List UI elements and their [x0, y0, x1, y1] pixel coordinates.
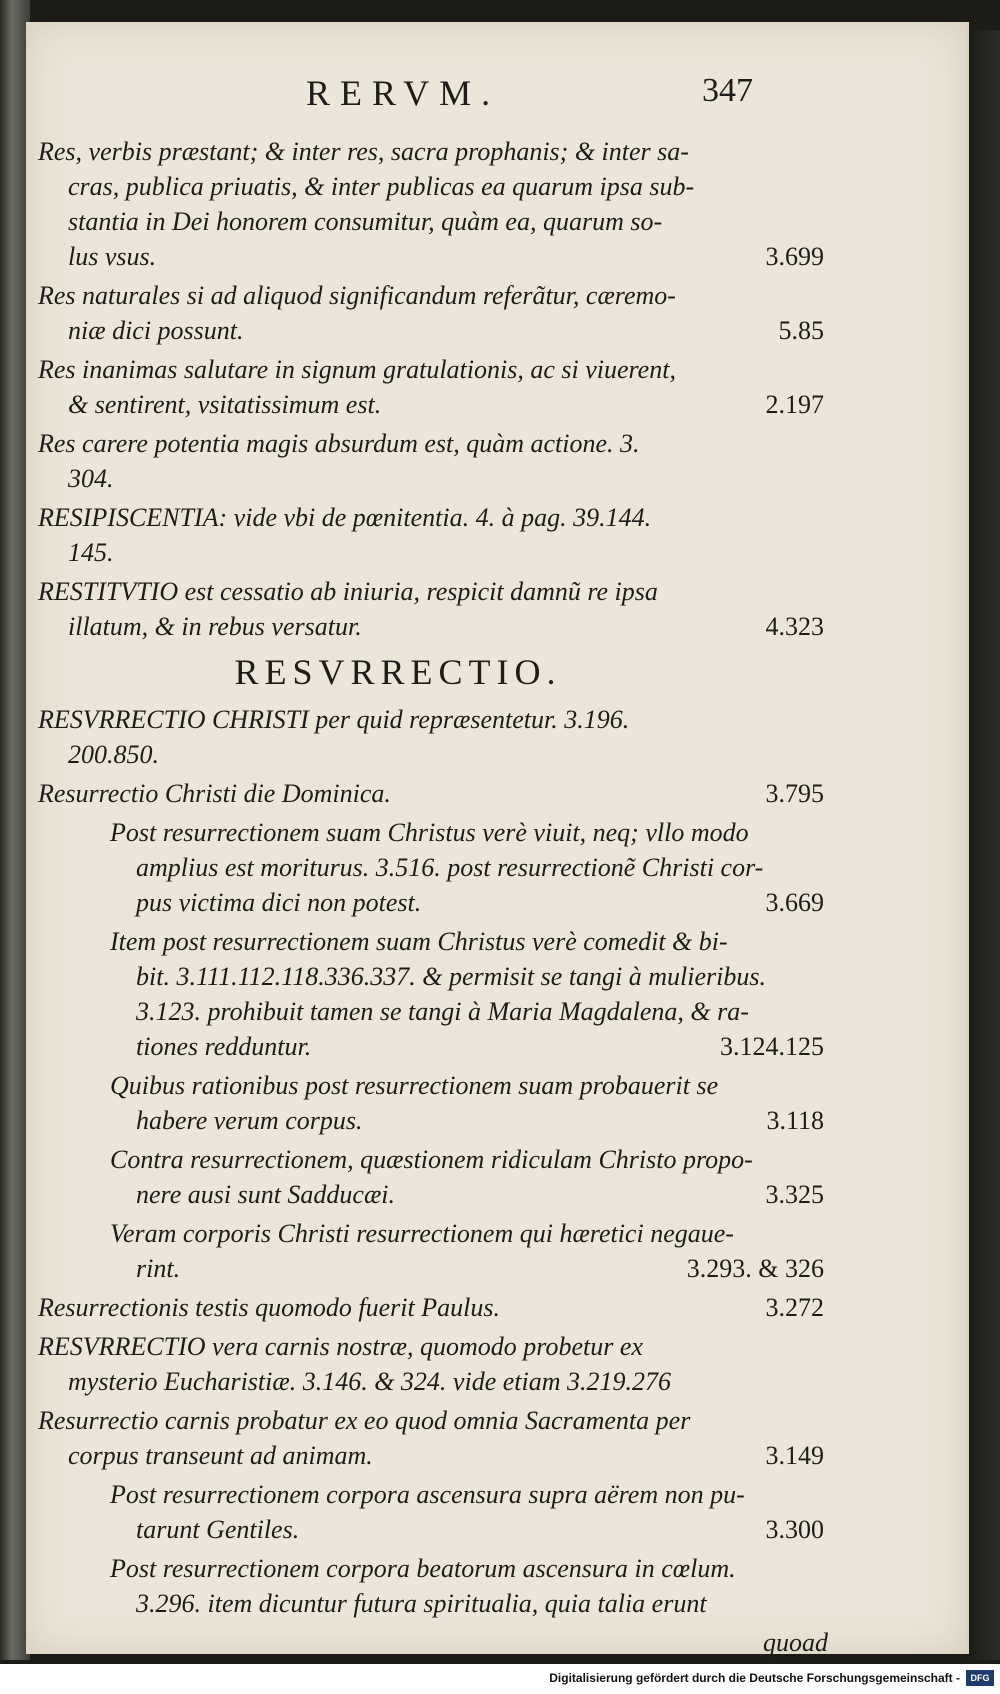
entry-text: RESVRRECTIO vera carnis nostræ, quomodo probetur ex	[38, 1332, 643, 1361]
entry-text: Res carere potentia magis absurdum est, quàm actione. 3.	[38, 429, 640, 458]
entry-line	[74, 1103, 838, 1138]
entry-text: amplius est moriturus. 3.516. post resurrectionẽ Christi cor-	[136, 853, 764, 882]
entry-line	[38, 239, 838, 274]
entry-line	[74, 1142, 838, 1177]
entry-text: habere verum corpus.	[136, 1106, 363, 1135]
index-entry	[38, 1142, 838, 1212]
footer-credit: Digitalisierung gefördert durch die Deutsche Forschungsgemeinschaft -	[549, 1671, 960, 1685]
entry-text: RESIPISCENTIA: vide vbi de pœnitentia. 4. à pag. 39.144.	[38, 503, 652, 532]
entry-line	[38, 1290, 838, 1325]
entry-line	[38, 426, 838, 461]
entry-line	[38, 535, 838, 570]
entry-line	[38, 352, 838, 387]
section-title: RESVRRECTIO.	[234, 652, 562, 692]
entry-text: Contra resurrectionem, quæstionem ridiculam Christo propo-	[110, 1145, 753, 1174]
running-head: RERVM.	[306, 73, 501, 113]
index-entry	[38, 1216, 838, 1286]
entry-text: Item post resurrectionem suam Christus verè comedit & bi-	[110, 927, 728, 956]
entry-text: niæ dici possunt.	[68, 316, 244, 345]
entry-text: Res naturales si ad aliquod significandum referãtur, cæremo-	[38, 281, 676, 310]
footer-bar	[0, 1664, 1000, 1694]
entry-text: stantia in Dei honorem consumitur, quàm ea, quarum so-	[68, 207, 663, 236]
entry-text: nere ausi sunt Sadducæi.	[136, 1180, 396, 1209]
entry-text: Quibus rationibus post resurrectionem suam probauerit se	[110, 1071, 719, 1100]
entries-after-section	[38, 702, 838, 1621]
entry-text: RESTITVTIO est cessatio ab iniuria, respicit damnũ re ipsa	[38, 577, 658, 606]
page-header	[26, 72, 966, 122]
page-number: 347	[702, 72, 753, 109]
entry-line	[38, 169, 838, 204]
entry-line	[38, 1438, 838, 1473]
scan-frame-right	[965, 30, 1000, 1660]
index-entry	[38, 1329, 838, 1399]
entry-text: 3.296. item dicuntur futura spiritualia, quia talia erunt	[136, 1589, 707, 1618]
entry-line	[38, 500, 838, 535]
entry-line	[38, 387, 838, 422]
entry-text: Post resurrectionem suam Christus verè viuit, neq; vllo modo	[110, 818, 749, 847]
entry-text: Post resurrectionem corpora ascensura supra aërem non pu-	[110, 1480, 745, 1509]
entry-line	[38, 1364, 838, 1399]
page-reference: 3.149	[765, 1441, 824, 1470]
entry-text: corpus transeunt ad animam.	[68, 1441, 373, 1470]
entry-text: lus vsus.	[68, 242, 157, 271]
page-reference: 4.323	[765, 612, 824, 641]
entry-text: 200.850.	[68, 740, 159, 769]
entry-text: Res inanimas salutare in signum gratulationis, ac si viuerent,	[38, 355, 676, 384]
entry-text: RESVRRECTIO CHRISTI per quid repræsentetur. 3.196.	[38, 705, 630, 734]
index-entry	[38, 1068, 838, 1138]
entry-text: rint.	[136, 1254, 181, 1283]
entry-text: illatum, & in rebus versatur.	[68, 612, 362, 641]
index-entry	[38, 426, 838, 496]
index-entry	[38, 134, 838, 274]
entry-line	[74, 1029, 838, 1064]
index-entries	[38, 134, 838, 1660]
entry-text: Res, verbis præstant; & inter res, sacra prophanis; & inter sa-	[38, 137, 689, 166]
index-entry	[38, 1403, 838, 1473]
entry-line	[74, 1068, 838, 1103]
entry-line	[38, 1403, 838, 1438]
page-reference: 3.669	[765, 888, 824, 917]
entry-line	[74, 850, 838, 885]
index-entry	[38, 924, 838, 1064]
index-entry	[38, 500, 838, 570]
page-reference: 3.272	[765, 1293, 824, 1322]
entry-line	[38, 574, 838, 609]
entry-line	[38, 313, 838, 348]
entry-line	[74, 994, 838, 1029]
entry-line	[74, 959, 838, 994]
page-reference: 3.300	[765, 1515, 824, 1544]
entry-line	[74, 885, 838, 920]
entry-text: 3.123. prohibuit tamen se tangi à Maria Magdalena, & ra-	[136, 997, 749, 1026]
entry-line	[38, 1329, 838, 1364]
entry-line	[74, 1216, 838, 1251]
entry-line	[74, 924, 838, 959]
entry-line	[38, 609, 838, 644]
entry-text: tiones redduntur.	[136, 1032, 312, 1061]
entry-line	[38, 134, 838, 169]
entry-text: mysterio Eucharistiæ. 3.146. & 324. vide etiam 3.219.276	[68, 1367, 672, 1396]
page-reference: 3.325	[765, 1180, 824, 1209]
entry-text: Resurrectio Christi die Dominica.	[38, 779, 391, 808]
entry-line	[74, 1512, 838, 1547]
entry-line	[38, 776, 838, 811]
entry-text: 145.	[68, 538, 114, 567]
entry-line	[74, 1551, 838, 1586]
index-entry	[38, 776, 838, 811]
index-entry	[38, 278, 838, 348]
entry-text: 304.	[68, 464, 114, 493]
page-reference: 3.124.125	[720, 1032, 824, 1061]
index-entry	[38, 815, 838, 920]
entry-line	[74, 1251, 838, 1286]
entry-text: Resurrectio carnis probatur ex eo quod omnia Sacramenta per	[38, 1406, 691, 1435]
page-reference: 5.85	[778, 316, 824, 345]
page-reference: 2.197	[765, 390, 824, 419]
index-entry	[38, 352, 838, 422]
entry-line	[38, 204, 838, 239]
entries-before-section	[38, 134, 838, 644]
book-page	[26, 22, 969, 1657]
index-entry	[38, 1477, 838, 1547]
entry-line	[38, 702, 838, 737]
index-entry	[38, 1551, 838, 1621]
entry-line	[74, 1477, 838, 1512]
entry-text: & sentirent, vsitatissimum est.	[68, 390, 382, 419]
catchword: quoad	[763, 1628, 828, 1657]
entry-text: cras, publica priuatis, & inter publicas ea quarum ipsa sub-	[68, 172, 695, 201]
entry-line	[38, 278, 838, 313]
page-reference: 3.118	[766, 1106, 824, 1135]
index-entry	[38, 702, 838, 772]
entry-text: Post resurrectionem corpora beatorum ascensura in cœlum.	[110, 1554, 736, 1583]
entry-line	[74, 815, 838, 850]
page-reference: 3.699	[765, 242, 824, 271]
entry-text: Resurrectionis testis quomodo fuerit Paulus.	[38, 1293, 500, 1322]
entry-line	[38, 461, 838, 496]
entry-text: tarunt Gentiles.	[136, 1515, 300, 1544]
entry-line	[38, 737, 838, 772]
page-reference: 3.795	[765, 779, 824, 808]
entry-text: Veram corporis Christi resurrectionem qui hæretici negaue-	[110, 1219, 734, 1248]
dfg-logo: DFG	[966, 1670, 994, 1686]
entry-line	[74, 1177, 838, 1212]
index-entry	[38, 1290, 838, 1325]
page-reference: 3.293. & 326	[686, 1254, 824, 1283]
entry-text: pus victima dici non potest.	[136, 888, 422, 917]
entry-text: bit. 3.111.112.118.336.337. & permisit se tangi à mulieribus.	[136, 962, 767, 991]
index-entry	[38, 574, 838, 644]
entry-line	[74, 1586, 838, 1621]
